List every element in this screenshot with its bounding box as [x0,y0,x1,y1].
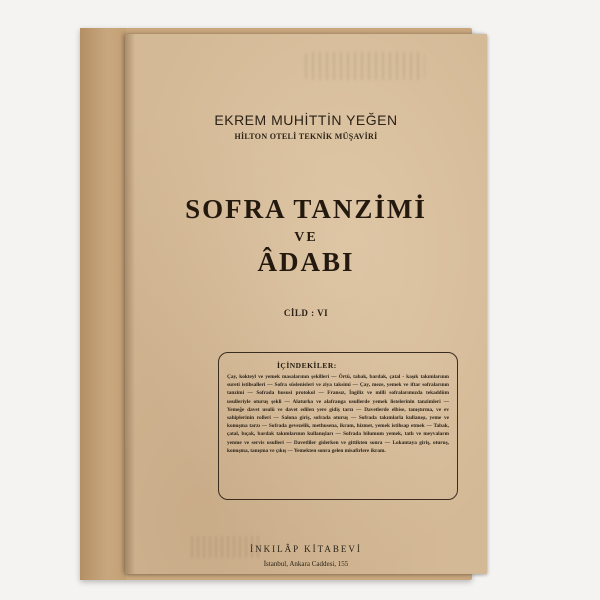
author-role: HİLTON OTELİ TEKNİK MÜŞAVİRİ [234,132,378,141]
toc-body: Çay, kokteyl ve yemek masalarının şekilleri — Örtü, tabak, bardak, çatal - kaşık takımlarının sureti istihsalleri — Sofra süslenisleri ve ziya taksimi — Çay, meze, yemek ve iftar sofralarının tanzimi — Sofrada hususi protokol — Fransız, İngiliz ve milli sofralarımızda tekaddüm usulleriyle oturuş şekli — Alaturka ve alafranga usullerde yemek listelerinin tanzimleri — Yemeğe davet usulü ve davet edilen yere gidiş tarzı — Davetlerde elbise, tanıştırma, ve ev sahiplerinin rolleri — Salona giriş, sofrada oturuş — Sofrada takımlarla kullanışı, yeme ve konuşma tarzı — Sofrada gevezelik, methusena, ikram, hizmet, yemek istihsap etmek — Tabak, çatal, bıçak, bardak takımlarının kullanışları — Sofrada bilumum yemek, tatlı ve meyvaların yenme ve servis usulleri — Davetliler giderken ve gittikten sonra — Lokantaya giriş, oturuş, konuşma, tanışma ve çıkış — Yemekten sonra gelen misafirlere ikram. [227,374,449,454]
title-page [125,34,487,574]
volume-label: CİLD : VI [283,308,329,318]
title-conjunction: VE [294,230,318,245]
book [80,28,490,580]
table-of-contents [218,352,458,500]
faded-stamp [305,52,425,80]
publisher-address: İstanbul, Ankara Caddesi, 155 [263,560,349,568]
publisher-name: İNKILÂP KİTABEVİ [250,544,362,554]
toc-heading: İÇİNDEKİLER: [277,361,337,370]
book-title: SOFRA TANZİMİ [185,194,427,224]
book-title-second: ÂDABI [257,247,355,277]
spine-edge [80,28,126,580]
author-name: EKREM MUHİTTİN YEĞEN [214,112,398,128]
